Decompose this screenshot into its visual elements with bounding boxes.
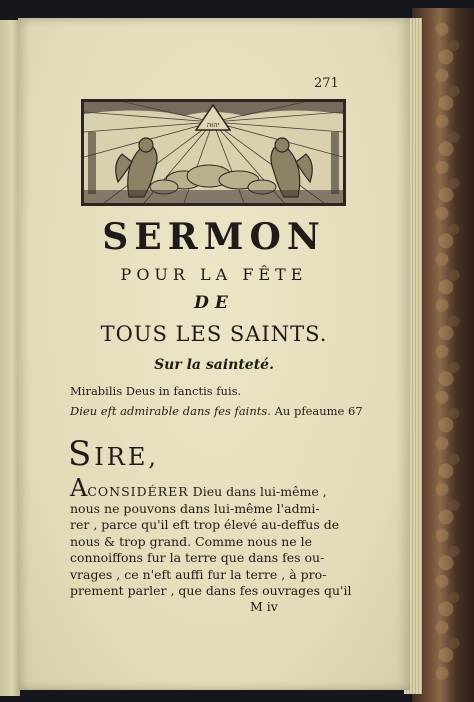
body-first-word: CONSIDÉRER (87, 484, 189, 499)
marbled-cover-pattern (430, 20, 470, 680)
body-line: prement parler , que dans fes ouvrages qu'il (70, 583, 352, 598)
salutation-initial: S (68, 434, 95, 474)
body-line: nous & trop grand. Comme nous ne le (70, 533, 313, 549)
body-line: nous ne pouvons dans lui-même l'admi- (70, 500, 320, 516)
subtitle-tous-les-saints: TOUS LES SAINTS. (100, 322, 328, 346)
body-line: vrages , ce n'eft auffi fur la terre , à pro- (70, 566, 327, 582)
page-number: 271 (314, 76, 339, 91)
body-line: rer , parce qu'il eft trop élevé au-deffus de (70, 517, 340, 532)
page-title: SERMON (102, 216, 326, 258)
signature-mark: M iv (250, 599, 278, 614)
subtitle-de: DE (194, 293, 234, 313)
engraved-vignette-icon (81, 99, 346, 206)
epigraph-latin: Mirabilis Deus in fanctis fuis. (70, 384, 242, 398)
body-line (70, 474, 340, 502)
left-page-edge (0, 20, 20, 696)
epigraph-french (70, 404, 363, 418)
body-line-text: Dieu dans lui-même , (188, 484, 327, 499)
epigraph-reference: Au pfeaume 67 (274, 404, 363, 418)
drop-cap: A (70, 474, 88, 502)
body-line: connoiffons fur la terre que dans fes ou- (70, 550, 325, 565)
salutation (68, 434, 159, 474)
triangle-text: יהוה (206, 121, 220, 129)
subtitle-pour-la-fete: POUR LA FÊTE (120, 265, 308, 284)
book-page (18, 18, 410, 690)
sermon-body (70, 474, 352, 600)
subject-line: Sur la sainteté. (154, 357, 274, 373)
epigraph-french-text: Dieu eft admirable dans fes faints. (70, 404, 271, 418)
salutation-rest: IRE, (94, 443, 159, 471)
